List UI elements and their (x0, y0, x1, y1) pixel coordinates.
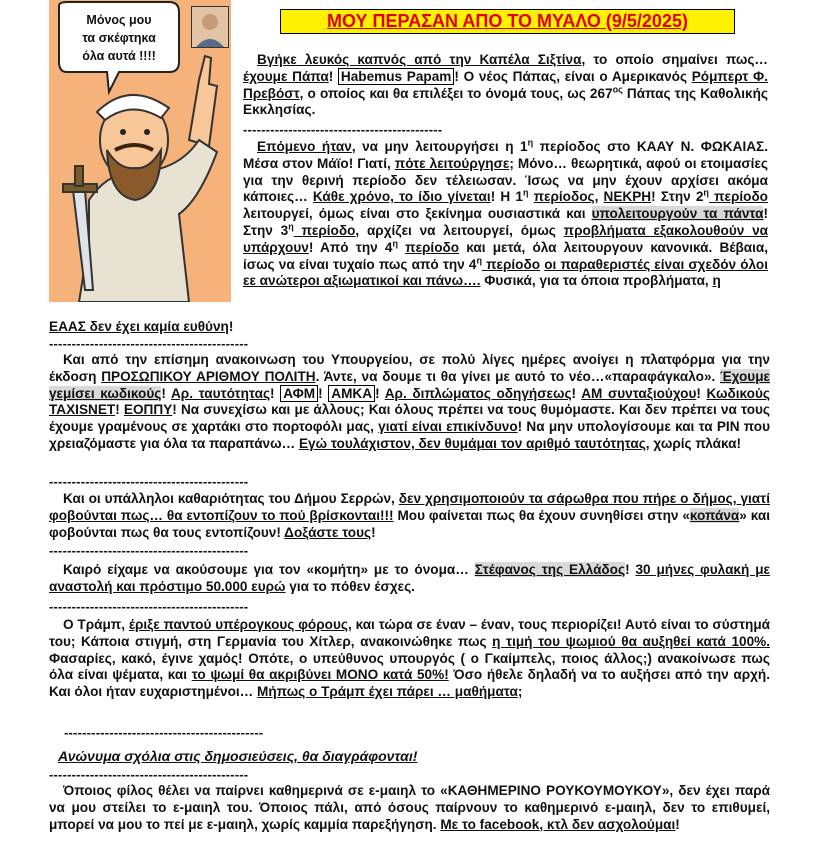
text-span: , να μην λειτουργήσει η 1 (351, 139, 528, 154)
text-span: Κάθε χρόνο, το ίδιο γίνεται (312, 189, 491, 205)
text-span: Ο Τράμπ, (63, 617, 129, 632)
bubble-line-1: Μόνος μου (86, 13, 152, 27)
text-span: Ρόμπερτ Φ. Πρεβόστ (243, 68, 768, 101)
text-span: ; (517, 684, 523, 700)
text-span: Πάπας της Καθολικής Εκκλησίας. (243, 85, 769, 118)
text-span: ! (371, 524, 376, 540)
superscript: η (527, 137, 534, 148)
text-span: ! Να συνεχίσω και με άλλους; Και όλους πρέπει να τους θυμόμαστε. Και δεν πρέπει να τους έχουμε γραμένους σε χαρτάκι στο πορτοφόλι μας, (49, 402, 770, 435)
text-span: , το οποίο σημαίνει πως… (581, 52, 768, 67)
text-span: Στέφανος της Ελλάδος (474, 562, 626, 577)
text-span: ! Η 1 (490, 189, 523, 205)
text-span: Μου φαίνεται πως θα έχουν συνηθίσει στην « (393, 507, 690, 523)
text-span: Μήπως ο Τράμπ έχει πάρει … μαθήματα (257, 684, 518, 700)
paragraph-trump (49, 617, 770, 701)
text-span: γιατί είναι επικίνδυνο (378, 419, 518, 435)
text-span: Βγήκε λευκός καπνός από την Καπέλα Σιξτίνα (257, 52, 582, 67)
paragraph-pope (243, 52, 768, 119)
text-span: 30 μήνες φυλακή με αναστολή και πρόστιμο 50.000 ευρώ (49, 562, 770, 594)
separator-line: -------------------------------------------- (49, 599, 249, 614)
text-span: ! Να μην υπολογίσουμε και τα PIN που χρειαζόμαστε για όλα τα παραπάνω… (49, 419, 770, 451)
paragraph-stefanos (49, 562, 770, 596)
text-span: περίοδο (708, 189, 768, 205)
bubble-line-3: όλα αυτά !!!! (82, 49, 156, 63)
text-span: , και τώρα σε έναν – έναν, τους περιορίζει! Αυτό είναι το σύστημά του; Κάποια στιγμή, στη Γερμανία του Χίτλερ, ανακοινώθηκε πως (49, 617, 770, 649)
text-span: Επόμενο ήταν (257, 139, 352, 154)
text-span: Φασαρίες, κακό, έγινε χαμός! Οπότε, ο υπεύθυνος υπουργός ( ο Γκαίμπελς, ποιος άλλος;) ανακοίνωσε πως όλα είναι ψέματα, και (49, 650, 770, 683)
text-span: για το πόθεν έσχες. (285, 578, 415, 594)
text-span: δεν χρησιμοποιούν τα σάρωθρα που πήρε ο δήμος, γιατί φοβούνται πως… θα εντοπίζουν το πού βρίσκονται!!! (49, 491, 770, 523)
superscript: η (392, 238, 398, 249)
text-span: περίοδο (405, 239, 460, 255)
text-span: ! (696, 385, 707, 401)
text-span: περίοδος (533, 189, 595, 205)
separator-line: -------------------------------------------- (243, 122, 443, 137)
highlight-box: ΑΜΚΑ (328, 385, 375, 402)
superscript: η (288, 221, 294, 232)
text-span: , χωρίς πλάκα! (645, 435, 742, 451)
separator-line: -------------------------------------------- (49, 543, 249, 558)
text-span: Δοξάστε τους (284, 524, 372, 540)
text-span: ! Στην 3 (243, 206, 768, 238)
text-span: . Άντε, να δουμε τι θα γίνει με αυτό το νέο…«παραφάγκαλο». (315, 368, 721, 384)
superscript: η (522, 187, 529, 198)
separator-line: -------------------------------------------- (49, 767, 249, 782)
text-span: Έχουμε γεμίσει κωδικούς (49, 368, 770, 401)
text-span: Αρ. διπλώματος οδηγήσεως (384, 385, 572, 401)
text-span: έχουμε Πάπα (243, 68, 329, 84)
text-span: ! Στην 2 (651, 189, 704, 205)
text-span: προβλήματα εξακολουθούν να υπάρχουν (243, 222, 769, 255)
text-span: ! (328, 68, 338, 84)
person-icon (192, 7, 228, 47)
text-span: ! (375, 385, 385, 401)
text-span: ! (270, 385, 281, 401)
text-span: η τιμή του ψωμιού θα αυξηθεί κατά 100%. (492, 633, 770, 649)
text-span: η (712, 273, 721, 289)
text-span: Εγώ τουλάχιστον, δεν θυμάμαι τον αριθμό ταυτότητας (298, 435, 646, 451)
text-span: , (594, 189, 604, 205)
text-span: , αρχίζει να λειτουργεί, όμως (355, 222, 564, 238)
paragraph-kaay-end (49, 319, 768, 336)
separator-line: -------------------------------------------- (49, 336, 249, 351)
text-span: , ο οποίος και θα επιλέξει το όνομά τους, ως 267 (299, 85, 613, 101)
text-span: ! (228, 319, 234, 334)
separator-line: -------------------------------------------- (64, 725, 264, 740)
text-span: ! Ο νέος Πάπας, είναι ο Αμερικανός (454, 68, 692, 84)
text-span: ΝΕΚΡΗ (603, 189, 652, 205)
paragraph-subscription (49, 783, 770, 833)
text-span: οι παραθεριστές είναι σχεδόν όλοι εε ανώτεροι αξιωματικοί και πάνω…. (243, 256, 769, 289)
separator-line: -------------------------------------------- (49, 474, 249, 489)
text-span: κοπάνα (689, 507, 740, 523)
text-span: Όσο ήθελε δηλαδή να το αυξήσει από την αρχή. Και όλοι ήταν ευχαριστημένοι… (49, 667, 771, 700)
paragraph-citizen-number (49, 352, 770, 453)
text-span: ! Από την 4 (308, 239, 393, 255)
text-span: Καιρό είχαμε να ακούσουμε για τον «κομήτη» με το όνομα… (63, 562, 475, 577)
paragraph-serres (49, 491, 770, 541)
text-span: ! (625, 562, 636, 577)
text-span: ; Μόνο… θεωρητικά, αφού οι ετοιμασίες για την θερινή περίοδο δεν τέλειωσαν. Ίσως να μην έχουν αρχίσει ακόμα κάποιες… (243, 155, 768, 205)
text-span: ! (318, 385, 329, 401)
author-photo (191, 6, 229, 48)
text-span: » και φοβούνται πως θα τους εντοπίζουν! (49, 507, 770, 540)
text-span: ! (571, 385, 582, 401)
text-span: πότε λειτούργησε (394, 155, 510, 171)
text-span: ! (675, 816, 680, 832)
text-span: Και οι υπάλληλοι καθαριότητας του Δήμου Σερρών, (63, 491, 399, 506)
page-title: ΜΟΥ ΠΕΡΑΣΑΝ ΑΠΟ ΤΟ ΜΥΑΛΟ (9/5/2025) (280, 9, 735, 34)
anonymous-comments-notice: Ανώνυμα σχόλια στις δημοσιεύσεις, θα διαγράφονται! (58, 748, 418, 764)
text-span: περίοδος στο ΚΑΑΥ Ν. ΦΩΚΑΙΑΣ. Μέσα στον Μάϊο! Γιατί, (243, 139, 768, 171)
text-span: Αρ. ταυτότητας (170, 385, 271, 401)
text-span: περίοδο (293, 222, 356, 238)
superscript: η (476, 255, 482, 266)
text-span: ΕΟΠΠΥ (123, 402, 173, 418)
text-span: και μετά, όλα λειτουργουν κανονικά. Βέβαια, ίσως να είναι τυχαίο πως από την 4 (243, 239, 769, 272)
text-span: έριξε παντού υπέρογκους φόρους (128, 617, 348, 632)
text-span: Και από την επίσημη ανακοινωση του Υπουργείου, σε πολύ λίγες ημέρες ανοίγει η πλατφόρμα για την έκδοση (49, 352, 770, 384)
bubble-line-2: τα σκέφτηκα (82, 31, 156, 45)
text-span: ΠΡΟΣΩΠΙΚΟΥ ΑΡΙΘΜΟΥ ΠΟΛΙΤΗ (101, 368, 316, 384)
superscript: η (703, 187, 709, 198)
text-span: υπολειτουργούν τα πάντα (591, 206, 764, 222)
text-span: λειτουργεί, όμως είναι στο ξεκίνημα ουσιαστικά και (243, 206, 592, 222)
text-span: το ψωμί θα ακριβύνει ΜΟΝΟ κατά 50%! (191, 667, 449, 683)
superscript: ος (612, 84, 623, 95)
text-span: ! (115, 402, 124, 418)
text-span: ΕΑΑΣ δεν έχει καμία ευθύνη (49, 319, 229, 334)
text-span: Κωδικούς TAXISNET (49, 385, 770, 418)
text-span: Φυσικά, για τα όποια προβλήματα, (480, 273, 713, 289)
text-span: Όποιος φίλος θέλει να παίρνει καθημερινά σε ε-μαιηλ το «ΚΑΘΗΜΕΡΙΝΟ ΡΟΥΚΟΥΜΟΥΚΟΥ», δεν έχει παρά να μου στείλει το ε-μαιηλ του. Όποιος πάλι, από όσους παίρνουν το καθημερινό ε-μαιηλ, δεν το επιθυμεί, μπορεί να μου το πεί με ε-μαιηλ, χωρίς καμμία παρεξήγηση. (49, 783, 770, 832)
text-span: περίοδο (481, 256, 541, 272)
paragraph-kaay (243, 139, 768, 290)
text-span: ! (161, 385, 171, 401)
text-span: Με το facebook, κτλ δεν ασχολούμαι (440, 816, 676, 832)
highlight-box: Habemus Papam (338, 68, 454, 85)
text-span: ΑΜ συνταξιούχου (581, 385, 697, 401)
highlight-box: ΑΦΜ (280, 385, 318, 402)
